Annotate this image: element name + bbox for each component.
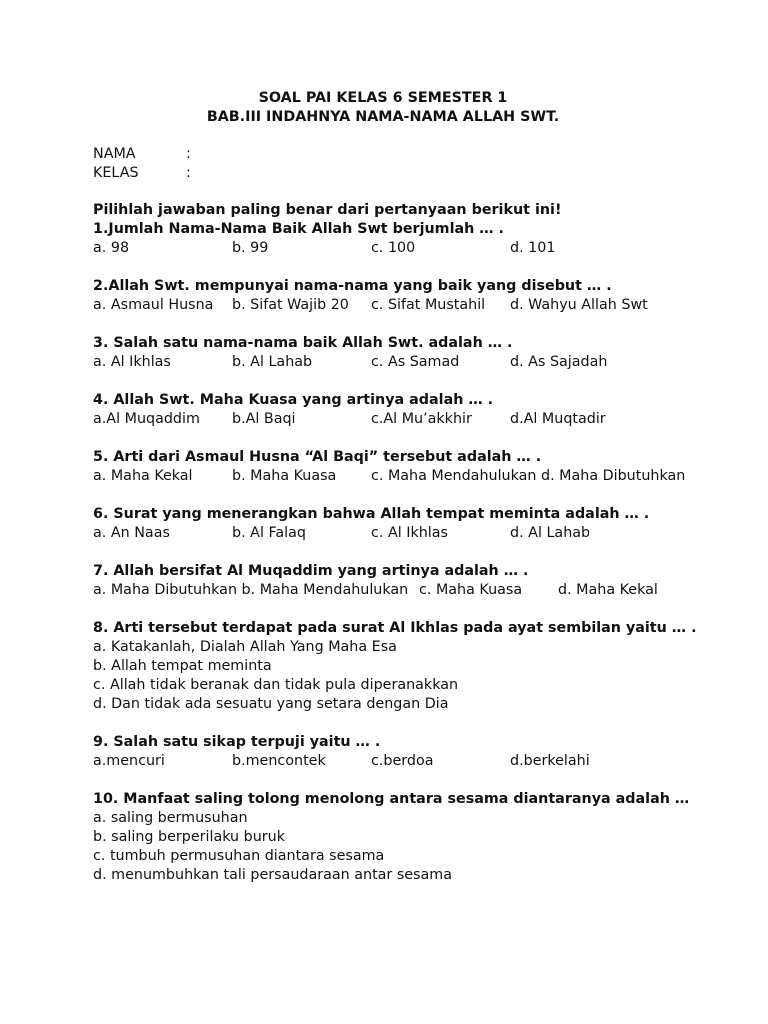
options-row [93, 467, 733, 486]
options-row [93, 239, 733, 258]
identity-block [93, 145, 733, 183]
class-colon: : [186, 165, 191, 181]
options-row [93, 524, 733, 543]
title-block [93, 89, 673, 127]
question-8 [93, 619, 733, 714]
option-b: b. saling berperilaku buruk [93, 829, 286, 845]
option-b: b. 99 [232, 240, 269, 256]
option-b: b. Maha Kuasa [232, 468, 337, 484]
option-d: d. Dan tidak ada sesuatu yang setara dengan Dia [93, 696, 449, 712]
question-text: 9. Salah satu sikap terpuji yaitu … . [93, 734, 381, 750]
name-colon: : [186, 146, 191, 162]
option-a: a. Al Ikhlas [93, 354, 171, 370]
options-list [93, 638, 733, 714]
option-c: c. As Samad [371, 354, 460, 370]
option-d: d. Al Lahab [510, 525, 591, 541]
option-b: b.Al Baqi [232, 411, 296, 427]
option-b: b.mencontek [232, 753, 326, 769]
question-text: 10. Manfaat saling tolong menolong antara sesama diantaranya adalah … [93, 791, 690, 807]
name-label: NAMA [93, 146, 136, 162]
question-text: 5. Arti dari Asmaul Husna “Al Baqi” tersebut adalah … . [93, 449, 542, 465]
option-c: c.Al Mu’akkhir [371, 411, 472, 427]
question-5 [93, 448, 733, 486]
question-text: 2.Allah Swt. mempunyai nama-nama yang baik yang disebut … . [93, 278, 612, 294]
exam-sheet [93, 89, 733, 904]
page-subtitle: BAB.III INDAHNYA NAMA-NAMA ALLAH SWT. [206, 109, 560, 125]
question-text: 8. Arti tersebut terdapat pada surat Al Ikhlas pada ayat sembilan yaitu … . [93, 620, 697, 636]
option-b: b. Al Falaq [232, 525, 306, 541]
options-row [93, 581, 733, 600]
option-a: a. saling bermusuhan [93, 810, 248, 826]
options-row [93, 410, 733, 429]
option-a-b: a. Maha Dibutuhkan b. Maha Mendahulukan [93, 582, 409, 598]
option-b: b. Sifat Wajib 20 [232, 297, 349, 313]
option-c: c. tumbuh permusuhan diantara sesama [93, 848, 385, 864]
option-d: d. As Sajadah [510, 354, 608, 370]
option-d: d.Al Muqtadir [510, 411, 606, 427]
option-c: c. Sifat Mustahil [371, 297, 486, 313]
options-row [93, 752, 733, 771]
option-c: c.berdoa [371, 753, 434, 769]
class-row [93, 164, 733, 183]
question-7 [93, 562, 733, 600]
option-c-d: c. Maha Mendahulukan d. Maha Dibutuhkan [371, 468, 686, 484]
options-row [93, 353, 733, 372]
class-label: KELAS [93, 165, 139, 181]
options-row [93, 296, 733, 315]
question-text: 1.Jumlah Nama-Nama Baik Allah Swt berjumlah … . [93, 221, 504, 237]
question-9 [93, 733, 733, 771]
option-a: a. 98 [93, 240, 130, 256]
question-text: 4. Allah Swt. Maha Kuasa yang artinya adalah … . [93, 392, 494, 408]
question-text: 3. Salah satu nama-nama baik Allah Swt. adalah … . [93, 335, 513, 351]
option-a: a.mencuri [93, 753, 165, 769]
option-b: b. Al Lahab [232, 354, 313, 370]
name-row [93, 145, 733, 164]
option-c: c. Maha Kuasa [419, 582, 523, 598]
option-a: a.Al Muqaddim [93, 411, 200, 427]
option-a: a. An Naas [93, 525, 170, 541]
option-b: b. Allah tempat meminta [93, 658, 272, 674]
options-list [93, 809, 733, 885]
question-10 [93, 790, 733, 885]
option-a: a. Maha Kekal [93, 468, 193, 484]
option-d: d.berkelahi [510, 753, 590, 769]
page-title: SOAL PAI KELAS 6 SEMESTER 1 [258, 90, 508, 106]
question-text: 6. Surat yang menerangkan bahwa Allah tempat meminta adalah … . [93, 506, 650, 522]
option-d: d. menumbuhkan tali persaudaraan antar sesama [93, 867, 452, 883]
option-c: c. 100 [371, 240, 416, 256]
instruction-text: Pilihlah jawaban paling benar dari pertanyaan berikut ini! [93, 202, 562, 218]
option-a: a. Katakanlah, Dialah Allah Yang Maha Esa [93, 639, 397, 655]
option-c: c. Al Ikhlas [371, 525, 448, 541]
option-d: d. 101 [510, 240, 556, 256]
option-a: a. Asmaul Husna [93, 297, 214, 313]
option-d: d. Maha Kekal [558, 582, 658, 598]
question-6 [93, 505, 733, 543]
question-2 [93, 277, 733, 315]
option-d: d. Wahyu Allah Swt [510, 297, 648, 313]
option-c: c. Allah tidak beranak dan tidak pula diperanakkan [93, 677, 459, 693]
question-4 [93, 391, 733, 429]
question-1 [93, 220, 733, 258]
question-3 [93, 334, 733, 372]
question-text: 7. Allah bersifat Al Muqaddim yang artinya adalah … . [93, 563, 529, 579]
